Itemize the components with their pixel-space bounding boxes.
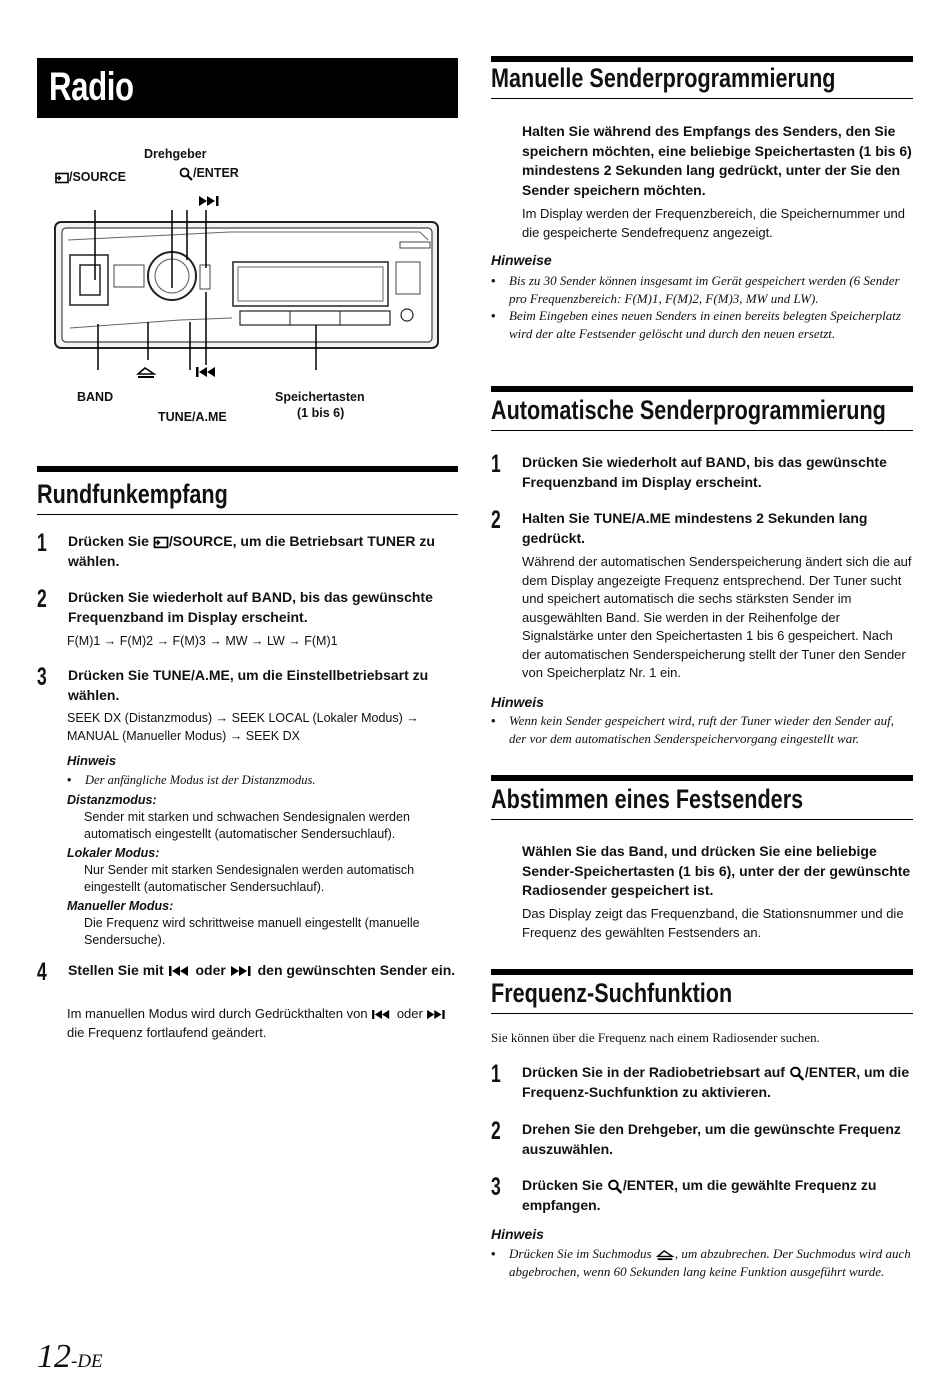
heading-text: Rundfunkempfang (37, 479, 228, 509)
step-text: Drücken Sie wiederholt auf (522, 454, 706, 470)
eject-icon (655, 1250, 675, 1261)
step-number: 1 (491, 1060, 501, 1088)
suche-hint-heading: Hinweis (491, 1226, 544, 1242)
step-text: Drücken Sie in der Radiobetriebsart auf (522, 1064, 789, 1080)
page-title: Radio (49, 65, 134, 109)
fest-body: Das Display zeigt das Frequenzband, die Stationsnummer und die Frequenz des gewählten Festsenders an. (522, 906, 904, 940)
step-text: , um die gewünschte Frequenz auszuwählen. (522, 1121, 901, 1157)
section-auto-heading (491, 386, 913, 431)
label-enter: /ENTER (179, 166, 239, 181)
step-keyword: /ENTER (622, 1177, 675, 1193)
search-icon (789, 1066, 805, 1081)
rundfunk-step-1 (37, 529, 458, 576)
step-text: Halten Sie während des Empfangs des Senders, den Sie speichern möchten, eine beliebige (522, 123, 896, 159)
section-manuell-heading (491, 56, 913, 99)
heading-text: Abstimmen eines Festsenders (491, 784, 804, 814)
manuell-hint-heading: Hinweise (491, 252, 552, 268)
device-illustration (50, 210, 450, 370)
suche-step-2 (491, 1117, 913, 1164)
mode-lokal-heading: Lokaler Modus: (67, 846, 160, 860)
heading-text: Manuelle Senderprogrammierung (491, 63, 836, 93)
step-text: , bis das gewünschte Frequenzband im Display erscheint. (68, 589, 433, 625)
auto-hint: • Wenn kein Sender gespeichert wird, ruft der Tuner wieder den Sender auf, der vor dem automatischen Senderspeichervorgang eingestellt war. (491, 713, 895, 746)
band-sequence: F(M)1 → F(M)2 → F(M)3 → MW → LW → F(M)1 (67, 634, 338, 648)
page-title-bar (37, 58, 458, 118)
mode-sequence-2: MANUAL (Manueller Modus) → SEEK DX (67, 729, 300, 743)
step-text: Drücken Sie wiederholt auf (68, 589, 252, 605)
step-text: Drehen Sie den (522, 1121, 628, 1137)
step-text: , bis das gewünschte Frequenzband im Display erscheint. (522, 454, 887, 490)
step-keyword: /ENTER (804, 1064, 857, 1080)
manuell-instruction (491, 122, 913, 202)
step-number: 1 (491, 450, 501, 478)
step-keyword: BAND (251, 589, 293, 605)
step-text: Drücken Sie (68, 667, 153, 683)
step-keyword: BAND (705, 454, 747, 470)
manuell-hint-2: • Beim Eingeben eines neuen Senders in einen bereits belegten Speicherplatz wird der alte Festsender gelöscht und durch den neuen ersetzt. (491, 308, 901, 341)
step-number: 2 (491, 1117, 501, 1145)
step-text: , um die gewählte Frequenz zu empfangen. (522, 1177, 877, 1213)
rundfunk-step-4 (37, 958, 458, 1005)
step-text: oder (191, 962, 230, 978)
mode-distanz-heading: Distanzmodus: (67, 793, 157, 807)
next-icon (230, 966, 254, 976)
rundfunk-step-2 (37, 585, 458, 632)
mode-sequence-1: SEEK DX (Distanzmodus) → SEEK LOCAL (Lokaler Modus) → (67, 711, 419, 725)
manuell-body: Im Display werden der Frequenzbereich, die Speichernummer und die gespeicherte Sendefrequenz angezeigt. (522, 206, 905, 240)
step-keyword: TUNE/A.ME (152, 667, 230, 683)
step-text: Drücken Sie (522, 1177, 607, 1193)
rundfunk-step-3 (37, 663, 458, 710)
section-suche-heading (491, 969, 913, 1014)
label-band: BAND (77, 390, 114, 404)
step-number: 2 (37, 585, 47, 613)
step-number: 1 (37, 529, 47, 557)
label-drehgeber: Drehgeber (144, 147, 207, 161)
suche-hint: • Drücken Sie im Suchmodus , um abzubrechen. Der Suchmodus wird auch abgebrochen, wenn 60 Sekunden lang keine Funktion ausgeführt wurde. (491, 1246, 911, 1279)
manuell-hint-1: • Bis zu 30 Sender können insgesamt im Gerät gespeichert werden (6 Sender pro Frequenzbereich: F(M)1, F(M)2, F(M)3, MW und LW). (491, 273, 900, 306)
auto-step-2 (491, 506, 913, 553)
eject-icon (136, 367, 156, 379)
rundfunk-hint: • Der anfängliche Modus ist der Distanzmodus. (67, 773, 316, 787)
rundfunk-hint-heading: Hinweis (67, 753, 117, 768)
step-number: 4 (37, 958, 47, 986)
search-icon (607, 1179, 623, 1194)
search-icon (179, 167, 193, 181)
suche-intro: Sie können über die Frequenz nach einem Radiosender suchen. (491, 1030, 820, 1045)
heading-text: Frequenz-Suchfunktion (491, 978, 733, 1008)
page-number: 12-DE (37, 1338, 103, 1375)
mode-manuell-heading: Manueller Modus: (67, 899, 174, 913)
label-preset-1: Speichertasten (275, 390, 365, 404)
source-icon (55, 172, 69, 184)
auto-body: Während der automatischen Senderspeicherung ändert sich die auf dem Display angezeigte Frequenz entsprechend. Der Tuner sucht und speichert automatisch die sechs stärksten Sender im ausgewählten Band. Sie werden in der Reihenfolge der Signalstärke unter den Speichertasten 1 bis 6 gespeichert. Nach der automatischen Senderspeicherung stellt der Tuner den Sender von Speicherplatz Nr. 1 ein. (522, 554, 912, 680)
label-tune: TUNE/A.ME (158, 410, 227, 424)
step-text: mindestens 2 Sekunden lang gedrückt. (522, 510, 868, 546)
suche-step-3 (491, 1173, 913, 1220)
step-text: , um die Betriebsart TUNER zu wählen. (68, 533, 435, 569)
rundfunk-step-4-body: Im manuellen Modus wird durch Gedrückthalten von oder die Frequenz fortlaufend geändert. (67, 1005, 457, 1042)
step-text: den gewünschten Sender ein. (253, 962, 456, 978)
mode-distanz-text: Sender mit starken und schwachen Sendesignalen werden automatisch eingestellt (automatischer Sendersuchlauf). (84, 810, 410, 841)
fest-instruction (491, 842, 913, 902)
suche-step-1 (491, 1060, 913, 1107)
section-rundfunk-heading (37, 466, 458, 515)
next-icon (199, 196, 221, 206)
section-fest-heading (491, 775, 913, 820)
prev-icon (371, 1010, 393, 1019)
step-text: Stellen Sie mit (68, 962, 168, 978)
step-number: 3 (37, 663, 47, 691)
auto-hint-heading: Hinweis (491, 694, 544, 710)
step-keyword: TUNE/A.ME (593, 510, 671, 526)
step-keyword: Speichertasten (1 bis 6) (754, 142, 912, 159)
heading-text: Automatische Senderprogrammierung (491, 395, 886, 425)
prev-icon (196, 367, 218, 377)
mode-manuell-text: Die Frequenz wird schrittweise manuell eingestellt (manuelle Sendersuche). (84, 916, 420, 947)
step-number: 2 (491, 506, 501, 534)
step-text: , um die Frequenz-Suchfunktion zu aktivieren. (522, 1064, 910, 1100)
auto-step-1 (491, 450, 913, 497)
source-icon (153, 536, 169, 549)
label-preset-2: (1 bis 6) (297, 406, 345, 420)
next-icon (426, 1010, 448, 1019)
mode-lokal-text: Nur Sender mit starken Sendesignalen werden automatisch eingestellt (automatischer Sendersuchlauf). (84, 863, 415, 894)
step-keyword: Speichertasten (1 bis 6) (574, 862, 732, 879)
step-text: , unter der der gewünschte Radiosender gespeichert ist. (522, 862, 911, 898)
step-text: Halten Sie (522, 510, 594, 526)
prev-icon (168, 966, 192, 976)
step-keyword: /SOURCE (168, 533, 233, 549)
step-text: , um die Einstellbetriebsart zu wählen. (68, 667, 429, 703)
step-text: mindestens 2 Sekunden lang gedrückt, unter der Sie den Sender speichern möchten. (522, 162, 901, 198)
label-source: /SOURCE (55, 170, 126, 184)
step-text: Drücken Sie (68, 533, 153, 549)
step-text: Wählen Sie das Band, und drücken Sie eine beliebige Sender- (522, 843, 877, 879)
step-number: 3 (491, 1173, 501, 1201)
step-keyword: Drehgeber (627, 1121, 698, 1137)
